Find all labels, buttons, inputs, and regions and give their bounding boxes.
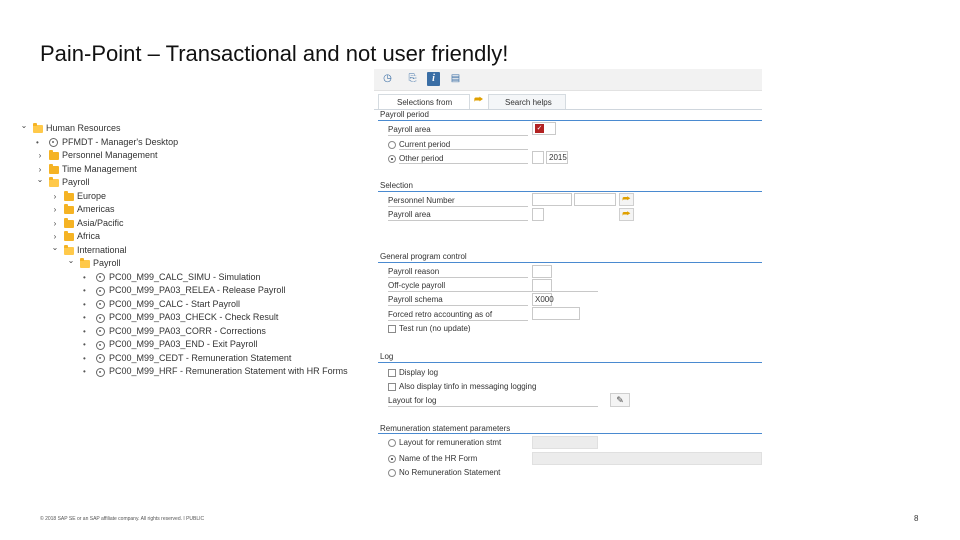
- tree-item-label: PC00_M99_CEDT - Remuneration Statement: [109, 352, 292, 363]
- chevron-down-icon[interactable]: ⌄: [67, 256, 75, 265]
- chevron-right-icon[interactable]: ›: [53, 191, 57, 201]
- current-period-underline: [399, 149, 528, 150]
- tree-item-label: PC00_M99_PA03_END - Exit Payroll: [109, 339, 258, 349]
- display-log-checkbox[interactable]: [388, 369, 396, 377]
- information-icon[interactable]: i: [427, 72, 440, 86]
- no-remuneration-radio[interactable]: [388, 469, 396, 477]
- required-field-icon: ✓: [536, 125, 543, 132]
- tree-item-label: Americas: [77, 204, 115, 214]
- tree-item[interactable]: [20, 136, 365, 150]
- tab-search-helps-label: Search helps: [505, 98, 552, 107]
- slide-title: Pain-Point – Transactional and not user friendly!: [40, 41, 509, 66]
- test-run-checkbox[interactable]: [388, 325, 396, 333]
- log-title: Log: [380, 352, 394, 361]
- payroll-schema-label: Payroll schema: [388, 295, 443, 304]
- bullet-icon: •: [83, 272, 86, 282]
- test-run-label: Test run (no update): [399, 324, 471, 333]
- transaction-gear-icon: [49, 138, 58, 147]
- tab-selections-from-label: Selections from: [397, 98, 453, 107]
- display-log-label: Display log: [399, 368, 439, 377]
- tree-item[interactable]: [20, 176, 365, 190]
- folder-icon: [64, 220, 74, 228]
- tree-item-label: PC00_M99_HRF - Remuneration Statement with HR Forms: [109, 366, 348, 376]
- payroll-period-title: Payroll period: [380, 110, 429, 119]
- tree-item-label: PC00_M99_PA03_CORR - Corrections: [109, 325, 266, 336]
- payroll-reason-underline: [388, 277, 528, 278]
- hr-form-radio[interactable]: [388, 455, 396, 463]
- folder-icon: [64, 206, 74, 214]
- tree-item[interactable]: [20, 325, 365, 339]
- chevron-right-icon[interactable]: ›: [38, 151, 42, 160]
- tree-item-label: Human Resources: [46, 123, 121, 133]
- other-period-number-input[interactable]: [532, 151, 544, 164]
- sap-toolbar: [374, 69, 762, 91]
- bullet-icon: •: [83, 326, 86, 336]
- folder-icon: [64, 233, 74, 241]
- hr-form-input[interactable]: [532, 452, 762, 465]
- offcycle-payroll-input[interactable]: [532, 279, 552, 292]
- edit-layout-pencil-icon[interactable]: ✎: [610, 393, 630, 407]
- layout-for-log-label: Layout for log: [388, 396, 437, 405]
- tree-item[interactable]: [20, 122, 365, 136]
- tab-strip: [374, 94, 762, 110]
- sap-payroll-screen: [374, 69, 762, 477]
- tree-item-label: Africa: [77, 231, 101, 241]
- bullet-icon: •: [83, 340, 86, 349]
- log-divider: [378, 362, 762, 363]
- display-log-variables-checkbox[interactable]: [388, 383, 396, 391]
- transaction-gear-icon: [96, 287, 105, 296]
- tree-item[interactable]: [20, 230, 365, 244]
- tree-item-label: Payroll: [62, 177, 90, 187]
- tree-item[interactable]: [20, 311, 365, 325]
- payroll-reason-label: Payroll reason: [388, 267, 440, 276]
- selection-payroll-area-input[interactable]: [532, 208, 544, 221]
- folder-open-icon: [49, 179, 59, 187]
- general-program-control-divider: [378, 262, 762, 263]
- tree-item-label: Asia/Pacific: [77, 217, 124, 228]
- transaction-gear-icon: [96, 341, 105, 350]
- execute-icon[interactable]: ◷: [383, 73, 392, 84]
- personnel-number-to-input[interactable]: [574, 193, 616, 206]
- tree-item[interactable]: [20, 338, 365, 352]
- personnel-number-label: Personnel Number: [388, 196, 455, 205]
- payroll-area-label: Payroll area: [388, 125, 431, 134]
- bullet-icon: •: [36, 137, 39, 147]
- chevron-right-icon[interactable]: ›: [53, 205, 57, 214]
- other-period-label: Other period: [399, 154, 444, 163]
- tab-selections-from[interactable]: [378, 94, 470, 109]
- tree-item[interactable]: [20, 149, 365, 163]
- other-period-radio[interactable]: [388, 155, 396, 163]
- forced-retro-input[interactable]: [532, 307, 580, 320]
- forced-retro-underline: [388, 320, 528, 321]
- tree-item[interactable]: [20, 163, 365, 177]
- tree-item[interactable]: [20, 217, 365, 231]
- tree-item-label: PFMDT - Manager's Desktop: [62, 136, 179, 147]
- payroll-schema-input[interactable]: X000: [532, 293, 552, 306]
- no-remuneration-label: No Remuneration Statement: [399, 468, 501, 477]
- chevron-right-icon[interactable]: ›: [38, 164, 42, 174]
- remuneration-layout-input[interactable]: [532, 436, 598, 449]
- offcycle-payroll-label: Off-cycle payroll: [388, 281, 446, 290]
- selection-payroll-area-label: Payroll area: [388, 210, 431, 219]
- remuneration-layout-radio[interactable]: [388, 439, 396, 447]
- remuneration-statement-divider: [378, 433, 762, 434]
- chevron-down-icon[interactable]: ⌄: [20, 121, 28, 130]
- other-period-year-input[interactable]: 2015: [546, 151, 568, 164]
- tree-item[interactable]: [20, 284, 365, 298]
- multiple-selection-button[interactable]: ⮫: [619, 193, 634, 206]
- bullet-icon: •: [83, 353, 86, 363]
- other-period-underline: [399, 163, 528, 164]
- tab-search-helps[interactable]: [488, 94, 566, 109]
- hr-menu-tree: [20, 122, 365, 379]
- tree-item-label: Personnel Management: [62, 150, 158, 160]
- footer-copyright: © 2018 SAP SE or an SAP affiliate company. All rights reserved. ǀ PUBLIC: [40, 516, 205, 522]
- hr-form-label: Name of the HR Form: [399, 454, 478, 463]
- tree-item[interactable]: [20, 190, 365, 204]
- tree-item[interactable]: [20, 203, 365, 217]
- remuneration-statement-title: Remuneration statement parameters: [380, 424, 511, 433]
- payroll-area-underline: [388, 135, 528, 136]
- current-period-radio[interactable]: [388, 141, 396, 149]
- current-period-label: Current period: [399, 140, 451, 149]
- tree-item-label: PC00_M99_CALC - Start Payroll: [109, 298, 241, 309]
- transaction-gear-icon: [96, 368, 105, 377]
- multiple-selection-button-2[interactable]: ⮫: [619, 208, 634, 221]
- selection-payroll-area-underline: [388, 220, 528, 221]
- payroll-schema-underline: [388, 305, 528, 306]
- payroll-reason-input[interactable]: [532, 265, 552, 278]
- chevron-down-icon[interactable]: ⌄: [51, 242, 59, 252]
- tree-item-label: PC00_M99_CALC_SIMU - Simulation: [109, 271, 261, 282]
- selection-title: Selection: [380, 181, 413, 190]
- page-number: 8: [914, 514, 919, 523]
- personnel-number-from-input[interactable]: [532, 193, 572, 206]
- tree-item[interactable]: [20, 257, 365, 271]
- transaction-gear-icon: [96, 327, 105, 336]
- tree-item[interactable]: [20, 365, 365, 379]
- selection-divider: [378, 191, 762, 192]
- payroll-period-divider: [378, 120, 762, 121]
- bullet-icon: •: [83, 367, 86, 376]
- transaction-gear-icon: [96, 273, 105, 282]
- offcycle-payroll-underline: [388, 291, 598, 292]
- variant-icon[interactable]: ⎘: [408, 73, 417, 84]
- folder-icon: [64, 193, 74, 201]
- tree-item-label: International: [77, 244, 127, 255]
- display-log-variables-label: Also display tinfo in messaging logging: [399, 382, 537, 391]
- folder-icon: [49, 166, 59, 174]
- tree-item-label: Payroll: [93, 258, 121, 268]
- tab-arrow-icon: ⮫: [474, 95, 484, 106]
- bullet-icon: •: [83, 299, 86, 309]
- chevron-right-icon[interactable]: ›: [53, 218, 57, 228]
- tree-item[interactable]: [20, 271, 365, 285]
- folder-open-icon: [80, 260, 90, 268]
- forced-retro-label: Forced retro accounting as of: [388, 310, 493, 319]
- tree-item-label: PC00_M99_PA03_RELEA - Release Payroll: [109, 285, 286, 295]
- remuneration-layout-label: Layout for remuneration stmt: [399, 438, 502, 447]
- layout-for-log-underline: [388, 406, 598, 407]
- bullet-icon: •: [83, 313, 86, 322]
- folder-open-icon: [33, 125, 43, 133]
- folder-icon: [49, 152, 59, 160]
- personnel-number-underline: [388, 206, 528, 207]
- transaction-gear-icon: [96, 314, 105, 323]
- general-program-control-title: General program control: [380, 252, 467, 261]
- tree-item-label: Europe: [77, 190, 107, 201]
- tree-item[interactable]: [20, 352, 365, 366]
- transaction-gear-icon: [96, 300, 105, 309]
- tree-item-label: Time Management: [62, 163, 137, 174]
- chevron-down-icon[interactable]: ⌄: [36, 175, 44, 184]
- save-icon[interactable]: ▤: [450, 73, 461, 84]
- tree-item-label: PC00_M99_PA03_CHECK - Check Result: [109, 312, 279, 322]
- bullet-icon: •: [83, 286, 86, 295]
- chevron-right-icon[interactable]: ›: [53, 232, 57, 241]
- transaction-gear-icon: [96, 354, 105, 363]
- tree-item[interactable]: [20, 298, 365, 312]
